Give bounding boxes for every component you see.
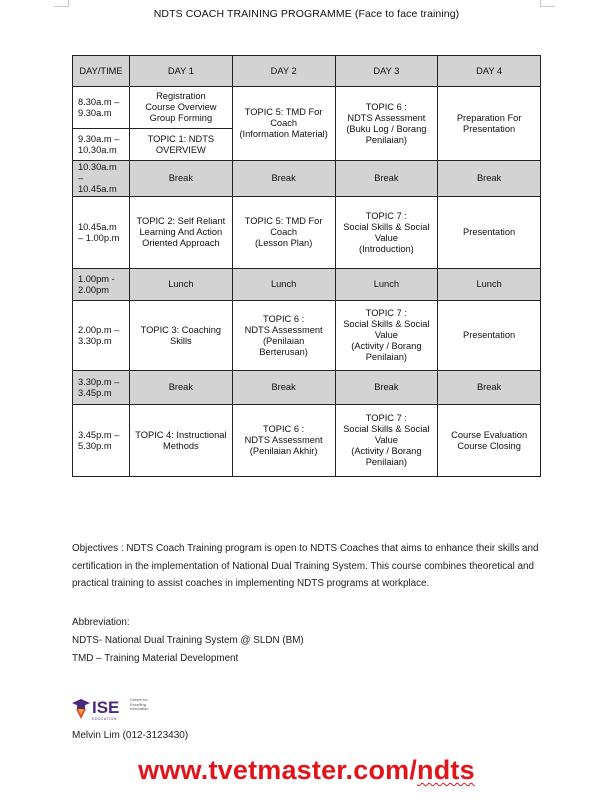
time-cell: 1.00pm - 2.00pm [73,269,130,301]
website-url[interactable] [0,755,613,786]
session-cell: TOPIC 1: NDTS OVERVIEW [130,129,233,161]
session-cell: TOPIC 7 : Social Skills & Social Value (Activity / Borang Penilaian) [335,405,438,477]
table-header-row [73,56,541,87]
session-cell: Presentation [438,301,541,371]
contact-person: Melvin Lim (012-3123430) [72,730,189,741]
logo-name: ISE [92,698,120,717]
break-cell: Break [130,371,233,405]
header-day1: DAY 1 [130,56,233,87]
session-cell: Preparation For Presentation [438,87,541,161]
website-suffix: ndts [417,755,475,785]
break-cell: Break [232,161,335,197]
header-day3: DAY 3 [335,56,438,87]
session-cell: TOPIC 5: TMD For Coach (Information Material) [232,87,335,161]
header-day4: DAY 4 [438,56,541,87]
break-cell: Break [438,371,541,405]
break-cell: Break [438,161,541,197]
table-row [73,197,541,269]
website-prefix: www.tvetmaster.com/ [138,755,418,785]
break-cell: Break [335,161,438,197]
session-cell: Course Evaluation Course Closing [438,405,541,477]
session-cell: TOPIC 6 : NDTS Assessment (Penilaian Akhir) [232,405,335,477]
session-cell: TOPIC 7 : Social Skills & Social Value (Introduction) [335,197,438,269]
abbreviation-heading: Abbreviation: [72,617,130,628]
session-cell: TOPIC 7 : Social Skills & Social Value (Activity / Borang Penilaian) [335,301,438,371]
break-cell: Break [130,161,233,197]
break-cell: Break [232,371,335,405]
graduation-cap-icon [72,696,90,720]
schedule-table [72,55,541,477]
header-daytime: DAY/TIME [73,56,130,87]
page-corner-mark-right [540,0,555,7]
time-cell: 10.45a.m – 1.00p.m [73,197,130,269]
table-row [73,405,541,477]
lunch-cell: Lunch [130,269,233,301]
time-cell: 2.00p.m – 3.30p.m [73,301,130,371]
time-cell: 3.30p.m – 3.45p.m [73,371,130,405]
lunch-cell: Lunch [232,269,335,301]
lunch-cell: Lunch [335,269,438,301]
header-day2: DAY 2 [232,56,335,87]
time-cell: 9.30a.m – 10.30a.m [73,129,130,161]
time-cell: 3.45p.m – 5.30p.m [73,405,130,477]
break-row [73,371,541,405]
session-cell: TOPIC 4: Instructional Methods [130,405,233,477]
document-title: NDTS COACH TRAINING PROGRAMME (Face to face training) [153,8,460,20]
ise-logo [72,696,192,722]
lunch-row [73,269,541,301]
logo-tagline: Centre for Excelling Innovation [130,697,149,711]
break-row [73,161,541,197]
lunch-cell: Lunch [438,269,541,301]
abbreviation-tmd: TMD – Training Material Development [72,653,239,664]
session-cell: Presentation [438,197,541,269]
logo-subtitle: EDUCATION [92,717,117,721]
abbreviation-ndts: NDTS- National Dual Training System @ SLDN (BM) [72,635,304,646]
time-cell: 8.30a.m – 9.30a.m [73,87,130,129]
session-cell: TOPIC 6 : NDTS Assessment (Penilaian Berterusan) [232,301,335,371]
time-cell: 10.30a.m – 10.45a.m [73,161,130,197]
session-cell: TOPIC 2: Self Reliant Learning And Action Oriented Approach [130,197,233,269]
session-cell: TOPIC 3: Coaching Skills [130,301,233,371]
objectives-text: Objectives : NDTS Coach Training program is open to NDTS Coaches that aims to enhance their skills and certification in the implementation of National Dual Training System. This course combines theoretical and practical training to assist coaches in implementing NDTS programs at workplace. [72,543,539,589]
table-row [73,301,541,371]
table-row [73,87,541,129]
page-corner-mark-left [54,0,69,7]
session-cell: Registration Course Overview Group Forming [130,87,233,129]
session-cell: TOPIC 6 : NDTS Assessment (Buku Log / Borang Penilaian) [335,87,438,161]
break-cell: Break [335,371,438,405]
session-cell: TOPIC 5: TMD For Coach (Lesson Plan) [232,197,335,269]
